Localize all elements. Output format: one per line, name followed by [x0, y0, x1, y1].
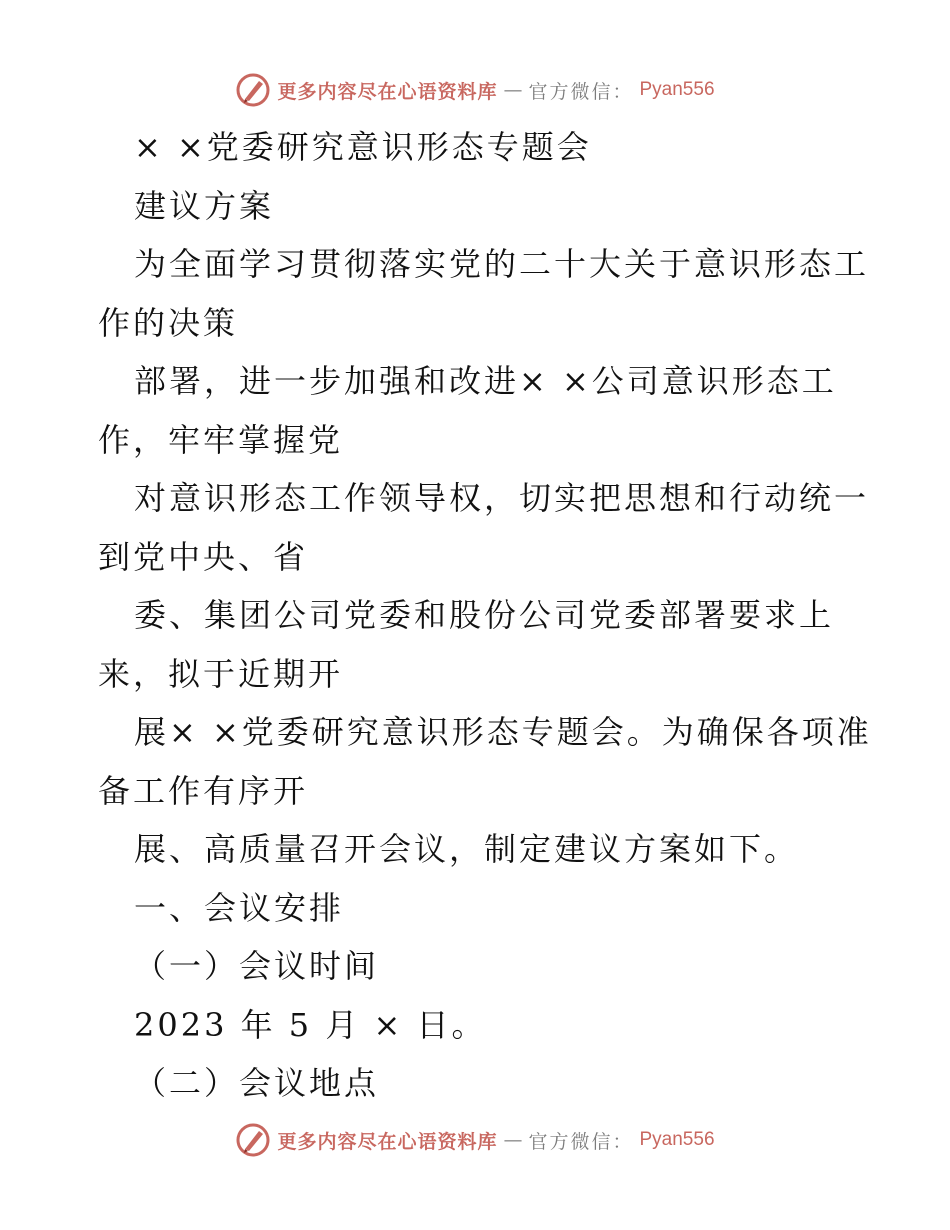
pen-logo-icon [235, 72, 271, 108]
doc-line: 部署，进一步加强和改进× ×公司意识形态工 [134, 362, 837, 400]
doc-line: 委、集团公司党委和股份公司党委部署要求上 [134, 596, 835, 634]
watermark-header [0, 70, 950, 110]
subsection-heading: （一）会议时间 [134, 947, 380, 985]
doc-title: × ×党委研究意识形态专题会 [134, 128, 592, 166]
watermark-main-text: 更多内容尽在心语资料库 [277, 1130, 498, 1153]
doc-line: 展× ×党委研究意识形态专题会。为确保各项准 [134, 713, 872, 751]
meeting-date: 2023 年 5 月 × 日。 [134, 1005, 487, 1044]
doc-line: 作，牢牢掌握党 [98, 420, 344, 459]
doc-line: 展、高质量召开会议，制定建议方案如下。 [134, 830, 800, 868]
doc-line: 对意识形态工作领导权，切实把思想和行动统一 [134, 479, 870, 517]
doc-line: 到党中央、省 [98, 537, 309, 576]
subsection-heading: （二）会议地点 [134, 1064, 380, 1102]
doc-line: 备工作有序开 [98, 771, 309, 810]
watermark-separator: — [503, 79, 523, 101]
watermark-id: Pyan556 [639, 1129, 715, 1150]
watermark-label: 官方微信： [528, 80, 634, 103]
doc-subtitle: 建议方案 [134, 186, 275, 225]
watermark-main-text: 更多内容尽在心语资料库 [277, 80, 498, 103]
document-body [98, 118, 872, 1113]
doc-line: 来，拟于近期开 [98, 654, 344, 693]
doc-line: 为全面学习贯彻落实党的二十大关于意识形态工 [134, 245, 870, 283]
watermark-footer [0, 1120, 950, 1160]
pen-logo-icon [235, 1122, 271, 1158]
section-heading: 一、会议安排 [134, 888, 345, 927]
watermark-id: Pyan556 [639, 79, 715, 100]
watermark-separator: — [503, 1129, 523, 1151]
doc-line: 作的决策 [98, 303, 239, 342]
watermark-label: 官方微信： [528, 1130, 634, 1153]
